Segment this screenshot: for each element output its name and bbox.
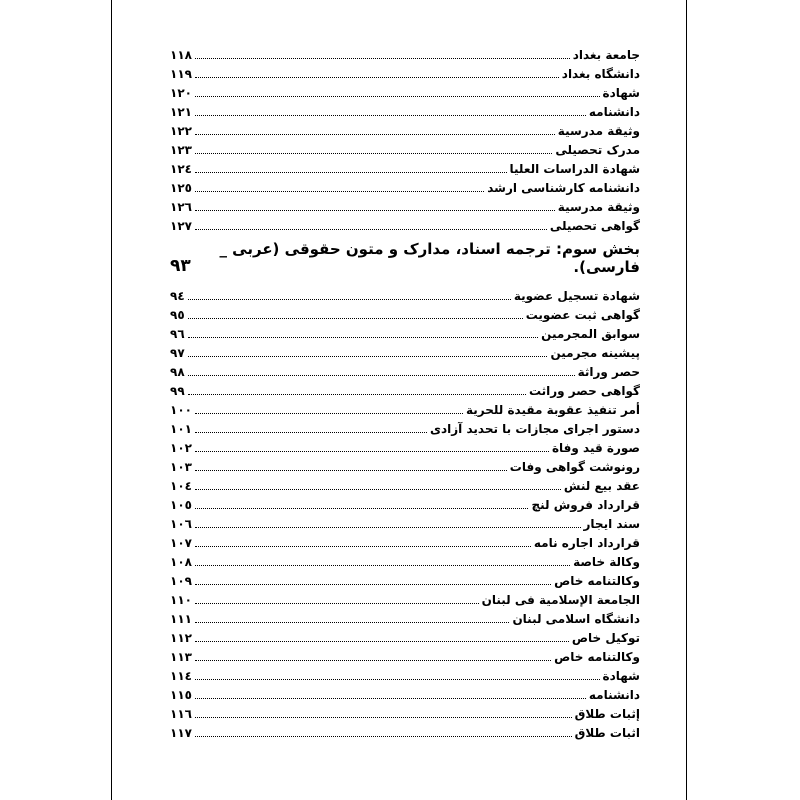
- toc-entry: [170, 702, 640, 721]
- toc-entry-page-number: ٩٥: [170, 308, 185, 322]
- toc-entry: [170, 303, 640, 322]
- toc-entry: [170, 398, 640, 417]
- toc-entry: [170, 214, 640, 233]
- dot-leader: [195, 77, 559, 78]
- toc-entry-page-number: ١٢٧: [170, 219, 192, 233]
- toc-entry: [170, 626, 640, 645]
- toc-entry-title: إثبات طلاق: [574, 707, 640, 721]
- toc-entry: [170, 322, 640, 341]
- dot-leader: [195, 508, 528, 509]
- toc-entry: [170, 81, 640, 100]
- toc-entry-title: عقد بيع لنش: [563, 479, 640, 493]
- dot-leader: [195, 210, 555, 211]
- section-title: بخش سوم: ترجمه اسناد، مدارک و متون حقوقی (عربی _ فارسی).: [219, 240, 640, 276]
- toc-entry-title: مدرک تحصیلی: [555, 143, 640, 157]
- toc-entry-title: دانشگاه بغداد: [561, 67, 640, 81]
- toc-entry-page-number: ١٢١: [170, 105, 192, 119]
- toc-entry: [170, 493, 640, 512]
- toc-entry-title: جامعة بغداد: [572, 48, 640, 62]
- toc-entry-page-number: ١٠٨: [170, 555, 192, 569]
- dot-leader: [195, 96, 600, 97]
- toc-entry-title: وكالتنامه خاص: [554, 650, 640, 664]
- toc-entry-title: حصر وراثة: [577, 365, 640, 379]
- toc-entry-title: قرارداد فروش لنچ: [531, 498, 640, 512]
- toc-entry-page-number: ٩٩: [170, 384, 185, 398]
- toc-entry-title: قرارداد اجاره نامه: [533, 536, 640, 550]
- toc-entry-page-number: ١١٩: [170, 67, 192, 81]
- dot-leader: [188, 337, 539, 338]
- toc-entry-title: أمر تنفيذ عقوبة مقيدة للحرية: [465, 403, 640, 417]
- toc-entry: [170, 341, 640, 360]
- toc-entry-page-number: ١١٤: [170, 669, 192, 683]
- dot-leader: [188, 299, 511, 300]
- dot-leader: [195, 679, 600, 680]
- dot-leader: [195, 603, 479, 604]
- toc-entry-page-number: ١١٨: [170, 48, 192, 62]
- toc-entry-page-number: ١١٧: [170, 726, 192, 740]
- dot-leader: [195, 489, 561, 490]
- toc-entry: [170, 569, 640, 588]
- toc-entry: [170, 531, 640, 550]
- toc-entry-page-number: ١٢٤: [170, 162, 192, 176]
- toc-entry-title: گواهی حصر وراثت: [528, 384, 640, 398]
- dot-leader: [195, 717, 572, 718]
- toc-entry: [170, 474, 640, 493]
- dot-leader: [195, 641, 569, 642]
- toc-entry: [170, 138, 640, 157]
- toc-entry-page-number: ١٠١: [170, 422, 192, 436]
- toc-entry-title: سند ايجار: [583, 517, 640, 531]
- toc-entry-title: دانشنامه: [588, 688, 640, 702]
- page-border-left: [111, 0, 112, 800]
- toc-entry-title: دانشنامه: [588, 105, 640, 119]
- toc-entry-title: شهادة: [602, 669, 640, 683]
- toc-entry-page-number: ٩٦: [170, 327, 185, 341]
- toc-entry: [170, 664, 640, 683]
- toc-entry-page-number: ١٢٥: [170, 181, 192, 195]
- toc-entry-page-number: ١٠٢: [170, 441, 192, 455]
- toc-list-top: [170, 43, 640, 233]
- toc-entry-title: پیشینه مجرمین: [550, 346, 640, 360]
- toc-entry: [170, 683, 640, 702]
- toc-entry: [170, 176, 640, 195]
- dot-leader: [188, 318, 523, 319]
- toc-entry-page-number: ١٠٧: [170, 536, 192, 550]
- dot-leader: [195, 134, 555, 135]
- toc-entry-title: رونوشت گواهی وفات: [509, 460, 640, 474]
- dot-leader: [195, 622, 509, 623]
- dot-leader: [195, 58, 570, 59]
- toc-entry-page-number: ١١٣: [170, 650, 192, 664]
- dot-leader: [195, 546, 531, 547]
- toc-entry-page-number: ١٠٥: [170, 498, 192, 512]
- toc-entry-title: دانشگاه اسلامی لبنان: [512, 612, 640, 626]
- dot-leader: [188, 375, 575, 376]
- dot-leader: [195, 565, 570, 566]
- toc-entry: [170, 157, 640, 176]
- toc-entry-title: دانشنامه کارشناسی ارشد: [487, 181, 640, 195]
- toc-entry: [170, 62, 640, 81]
- dot-leader: [195, 660, 551, 661]
- toc-entry-title: توكيل خاص: [571, 631, 640, 645]
- toc-entry-page-number: ١١٥: [170, 688, 192, 702]
- toc-entry-page-number: ١٠٣: [170, 460, 192, 474]
- toc-entry-title: وكالة خاصة: [573, 555, 640, 569]
- dot-leader: [195, 584, 551, 585]
- toc-entry-title: گواهی تحصیلی: [549, 219, 640, 233]
- toc-entry: [170, 417, 640, 436]
- toc-entry-page-number: ١١١: [170, 612, 192, 626]
- dot-leader: [195, 153, 552, 154]
- dot-leader: [195, 229, 547, 230]
- toc-entry-title: سوابق المجرمين: [541, 327, 640, 341]
- dot-leader: [195, 698, 586, 699]
- toc-entry-page-number: ١١٠: [170, 593, 192, 607]
- dot-leader: [195, 527, 581, 528]
- toc-entry: [170, 360, 640, 379]
- toc-entry-page-number: ١٠٩: [170, 574, 192, 588]
- toc-list-bottom: [170, 284, 640, 740]
- toc-entry: [170, 455, 640, 474]
- toc-entry-title: شهادة تسجيل عضوية: [513, 289, 640, 303]
- toc-entry: [170, 436, 640, 455]
- toc-entry-title: وثيقة مدرسية: [557, 124, 640, 138]
- toc-entry-page-number: ١٢٣: [170, 143, 192, 157]
- toc-entry: [170, 284, 640, 303]
- toc-entry: [170, 379, 640, 398]
- dot-leader: [188, 356, 548, 357]
- toc-entry-page-number: ٩٨: [170, 365, 185, 379]
- toc-entry-title: الجامعة الإسلامية فی لبنان: [481, 593, 640, 607]
- toc-entry-page-number: ١١٢: [170, 631, 192, 645]
- dot-leader: [195, 413, 463, 414]
- toc-entry: [170, 119, 640, 138]
- page-border-right: [686, 0, 687, 800]
- dot-leader: [195, 191, 484, 192]
- toc-entry-title: شهادة: [602, 86, 640, 100]
- toc-entry-title: گواهی ثبت عضویت: [525, 308, 640, 322]
- dot-leader: [195, 451, 549, 452]
- toc-entry: [170, 100, 640, 119]
- toc-entry: [170, 550, 640, 569]
- dot-leader: [195, 115, 586, 116]
- toc-entry: [170, 645, 640, 664]
- section-page-number: ٩٣: [170, 256, 191, 276]
- toc-entry-page-number: ١٠٦: [170, 517, 192, 531]
- toc-entry-page-number: ١٠٠: [170, 403, 192, 417]
- toc-entry-page-number: ١٢٠: [170, 86, 192, 100]
- dot-leader: [188, 394, 526, 395]
- section-heading: [170, 240, 640, 276]
- dot-leader: [195, 432, 427, 433]
- toc-entry: [170, 43, 640, 62]
- dot-leader: [195, 736, 572, 737]
- dot-leader: [195, 172, 507, 173]
- toc-entry-page-number: ١٢٦: [170, 200, 192, 214]
- toc-entry-page-number: ١١٦: [170, 707, 192, 721]
- toc-entry-title: وكالتنامه خاص: [554, 574, 640, 588]
- toc-entry: [170, 588, 640, 607]
- toc-entry: [170, 721, 640, 740]
- toc-entry-title: اثبات طلاق: [574, 726, 640, 740]
- toc-entry-page-number: ١٠٤: [170, 479, 192, 493]
- dot-leader: [195, 470, 507, 471]
- toc-entry-title: دستور اجرای مجازات با تحدید آزادی: [429, 422, 640, 436]
- toc-entry: [170, 607, 640, 626]
- toc-entry-title: وثيقة مدرسية: [557, 200, 640, 214]
- toc-entry-page-number: ٩٤: [170, 289, 185, 303]
- toc-entry: [170, 512, 640, 531]
- toc-entry-page-number: ١٢٢: [170, 124, 192, 138]
- toc-entry-title: شهادة الدراسات العليا: [509, 162, 640, 176]
- toc-entry: [170, 195, 640, 214]
- toc-entry-title: صورة قيد وفاة: [551, 441, 640, 455]
- toc-entry-page-number: ٩٧: [170, 346, 185, 360]
